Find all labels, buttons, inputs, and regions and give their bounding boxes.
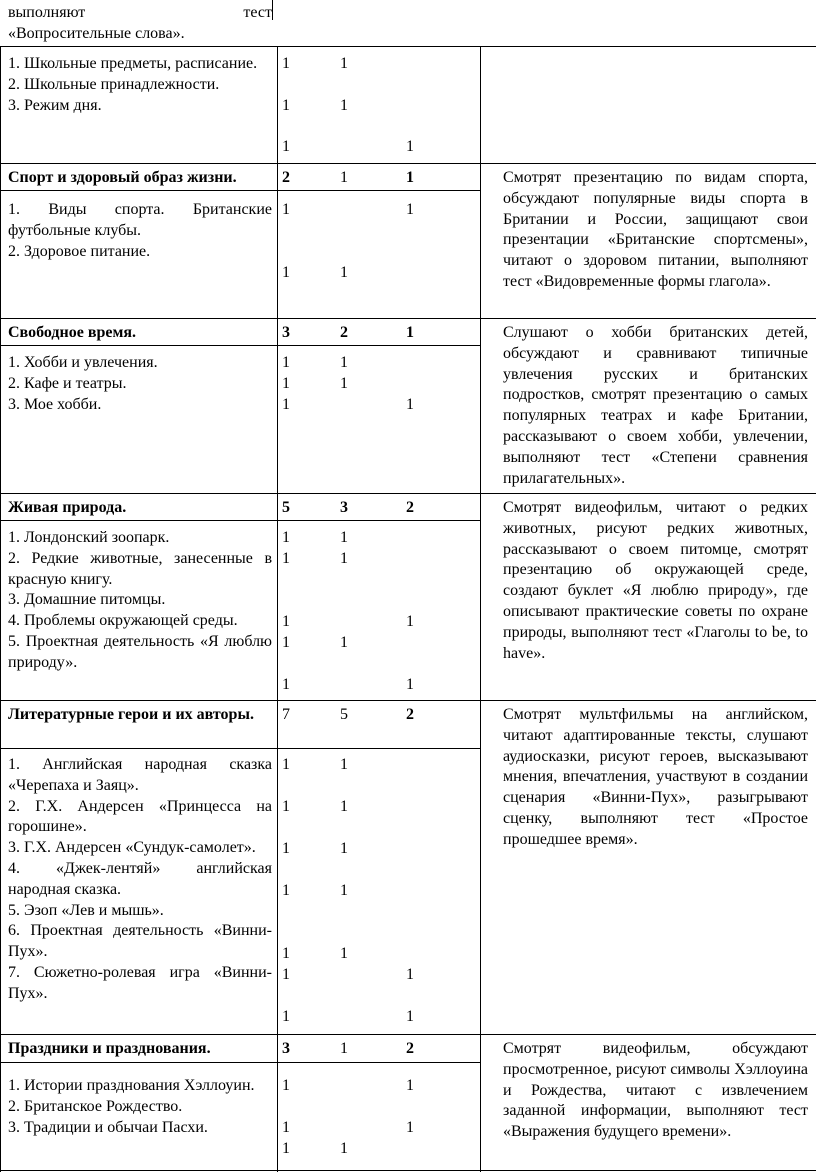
topic-item: 5. Эзоп «Лев и мышь». [8,901,164,919]
hours-cell: 1 [340,55,348,72]
hours-cell: 1 [406,676,414,693]
hours-cell: 1 [406,613,414,630]
hours-cell: 1 [340,375,348,392]
hours-total: 3 [282,324,290,341]
hours-practice: 2 [406,706,414,723]
hours-cell: 1 [340,945,348,962]
topic-item: 2. Британское Рождество. [8,1097,183,1115]
hours-total: 5 [282,499,290,516]
topic-item: 2. Кафе и театры. [8,374,127,392]
topic-item: 4. «Джек-лентяй» английская народная сказка. [8,859,272,898]
hours-total: 2 [282,169,290,186]
activity-description: Смотрят видеофильм, обсуждают просмотренное, рисуют символы Хэллоуина и Рождества, читают с извлечением заданной информации, выполняют тест «Выражения будущего времени». [503,1040,808,1141]
hours-cell: 1 [282,676,290,693]
hours-cell: 1 [282,840,290,857]
hours-cell: 1 [282,634,290,651]
hours-cell: 1 [282,550,290,567]
fragment-line: «Вопросительные слова». [8,24,185,42]
hours-theory: 5 [340,706,348,723]
hours-cell: 1 [282,1077,290,1094]
hours-cell: 1 [340,882,348,899]
topic-item: 1. Английская народная сказка «Черепаха и Заяц». [8,756,272,794]
hours-cell: 1 [406,201,414,218]
hours-cell: 1 [282,1140,290,1157]
hours-cell: 1 [406,1119,414,1136]
top-fragment [8,3,272,45]
hours-cell: 1 [340,1140,348,1157]
activity-description: Слушают о хобби британских детей, обсуждают и сравнивают типичные увлечения русских и британских подростков, смотрят презентацию о самых популярных театрах и кафе Британии, рассказывают о своем хобби, увлечении, выполняют тест «Степени сравнения прилагательных». [503,324,808,487]
hours-cell: 1 [340,264,348,281]
topic-item: 1. Лондонский зоопарк. [8,529,170,546]
hours-theory: 1 [340,1040,348,1057]
hours-cell: 1 [282,55,290,72]
hours-cell: 1 [406,1008,414,1025]
topic-item: 2. Г.Х. Андерсен «Принцесса на горошине». [8,797,272,836]
topic-list [8,1076,272,1138]
hours-cell: 1 [282,798,290,815]
topic-item: 1. Хобби и увлечения. [8,354,158,371]
hours-cell: 1 [282,138,290,155]
hours-total: 7 [282,706,290,723]
hours-cell: 1 [282,882,290,899]
hours-cell: 1 [340,840,348,857]
hours-total: 3 [282,1040,290,1057]
hours-cell: 1 [340,634,348,651]
hours-cell: 1 [282,1119,290,1136]
hours-practice: 1 [406,169,414,186]
hours-practice: 2 [406,1040,414,1057]
hours-cell: 1 [406,138,414,155]
topic-list [8,54,272,116]
hours-cell: 1 [282,396,290,413]
hours-cell: 1 [282,756,290,773]
hours-cell: 1 [340,756,348,773]
hours-cell: 1 [406,1077,414,1094]
hours-cell: 1 [340,550,348,567]
topic-item: 6. Проектная деятельность «Винни-Пух». [8,922,272,961]
topic-item: 1. Школьные предметы, расписание. [8,55,258,72]
hours-cell: 1 [406,396,414,413]
topic-item: 3. Режим дня. [8,96,102,114]
hours-cell: 1 [282,201,290,218]
hours-cell: 1 [282,1008,290,1025]
hours-theory: 3 [340,499,348,516]
section-title: Свободное время. [8,324,137,341]
section-title: Праздники и празднования. [8,1040,211,1057]
activity-description: Смотрят мультфильмы на английском, читают адаптированные тексты, слушают аудиосказки, рисуют героев, высказывают мнения, впечатления, участвуют в создании сценария «Винни-Пух», разыгрывают сценку, выполняют тест «Простое прошедшее время». [503,706,808,848]
activity-description: Смотрят видеофильм, читают о редких животных, рисуют редких животных, рассказывают о своем питомце, смотрят презентацию об окружающей среде, создают буклет «Я люблю природу», где описывают практические советы по охране природы, выполняют тест «Глаголы to be, to have». [503,499,808,662]
topic-list [8,755,272,1005]
topic-item: 3. Мое хобби. [8,395,102,413]
section-title: Живая природа. [8,499,127,516]
hours-cell: 1 [282,613,290,630]
hours-theory: 2 [340,324,348,341]
fragment-word: тест [243,4,272,21]
topic-item: 2. Редкие животные, занесенные в красную книгу. [8,549,272,588]
topic-list [8,200,272,262]
hours-cell: 1 [282,966,290,983]
topic-item: 3. Традиции и обычаи Пасхи. [8,1118,208,1136]
hours-cell: 1 [406,966,414,983]
fragment-word: выполняют [8,4,86,21]
hours-cell: 1 [282,375,290,392]
hours-practice: 2 [406,499,414,516]
hours-cell: 1 [282,354,290,371]
topic-item: 1. Виды спорта. Британские футбольные клубы. [8,201,272,239]
topic-list [8,353,272,415]
hours-theory: 1 [340,169,348,186]
hours-cell: 1 [340,354,348,371]
topic-item: 4. Проблемы окружающей среды. [8,612,238,630]
hours-cell: 1 [282,945,290,962]
hours-cell: 1 [340,798,348,815]
hours-cell: 1 [282,264,290,281]
topic-item: 2. Школьные принадлежности. [8,75,220,93]
topic-item: 1. Истории празднования Хэллоуин. [8,1077,255,1094]
hours-practice: 1 [406,324,414,341]
topic-item: 5. Проектная деятельность «Я люблю природу». [8,632,272,671]
hours-cell: 1 [340,529,348,546]
section-title: Литературные герои и их авторы. [8,706,254,723]
topic-item: 7. Сюжетно-ролевая игра «Винни-Пух». [8,963,272,1002]
activity-description: Смотрят презентацию по видам спорта, обсуждают популярные виды спорта в Британии и России, защищают свои презентации «Британские спортсмены», читают о здоровом питании, выполняют тест «Видовременные формы глагола». [503,169,808,290]
hours-cell: 1 [282,529,290,546]
topic-item: 3. Домашние питомцы. [8,591,166,609]
topic-item: 3. Г.Х. Андерсен «Сундук-самолет». [8,839,256,857]
section-title: Спорт и здоровый образ жизни. [8,169,237,186]
hours-cell: 1 [340,97,348,114]
hours-cell: 1 [282,97,290,114]
topic-item: 2. Здоровое питание. [8,242,151,260]
topic-list [8,528,272,674]
